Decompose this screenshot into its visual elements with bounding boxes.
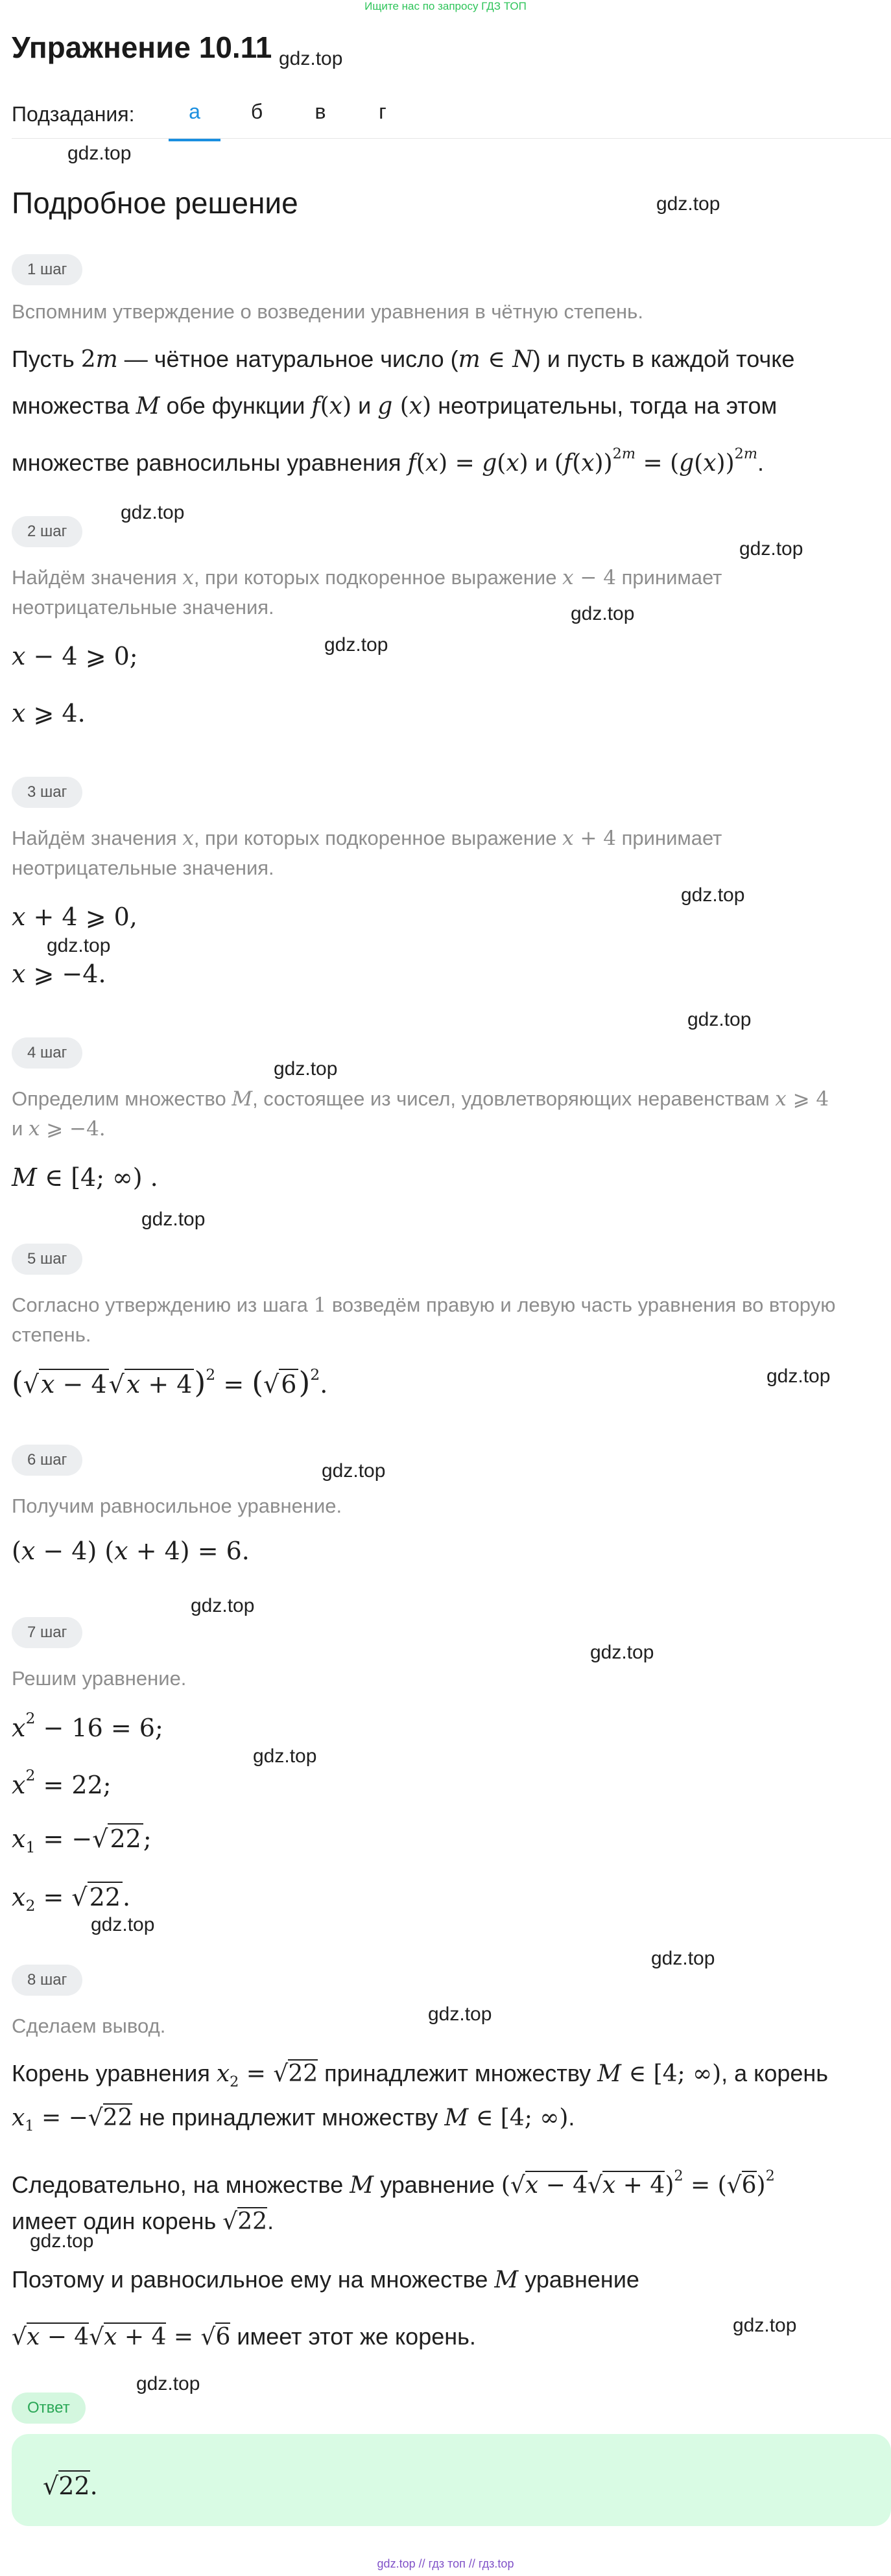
step-badge: 3 шаг: [12, 777, 82, 808]
step-badge: 1 шаг: [12, 254, 82, 285]
answer-value: √22.: [43, 2472, 98, 2500]
equation: $x_1 = -√22$;: [12, 1825, 152, 1857]
step-text: множестве равносильны уравнения f(x) = g(x) и $(f(x))^{2m} = (g(x))^{2m}$.: [12, 445, 765, 477]
tab-b[interactable]: б: [250, 100, 263, 123]
step-hint: неотрицательные значения.: [12, 596, 274, 619]
step-text: √x − 4√x + 4 = √6 имеет этот же корень.: [12, 2323, 476, 2350]
step-badge: 7 шаг: [12, 1617, 82, 1648]
step-hint: Согласно утверждению из шага 1 возведём правую и левую часть уравнения во вторую: [12, 1294, 836, 1317]
watermark: gdz.top: [47, 935, 111, 956]
step-hint: степень.: [12, 1323, 91, 1346]
equation: x ⩾ −4.: [12, 960, 106, 988]
step-badge: 4 шаг: [12, 1037, 82, 1069]
step-hint: неотрицательные значения.: [12, 857, 274, 879]
page-title: Упражнение 10.11: [12, 30, 272, 64]
tabs-divider: [12, 138, 891, 139]
watermark: gdz.top: [274, 1058, 338, 1080]
search-banner: Ищите нас по запросу ГДЗ ТОП: [364, 0, 527, 12]
watermark: gdz.top: [651, 1948, 715, 1969]
watermark: gdz.top: [733, 2315, 797, 2336]
equation: x + 4 ⩾ 0,: [12, 903, 137, 931]
equation: $(√x - 4√x + 4)^2 = (√6)^2$.: [12, 1365, 328, 1400]
step-text: Пусть 2m — чётное натуральное число (m ∈ N) и пусть в каждой точке: [12, 346, 795, 373]
watermark: gdz.top: [739, 538, 803, 560]
equation: $x_2 = √22$.: [12, 1883, 131, 1915]
watermark: gdz.top: [428, 2003, 492, 2025]
watermark: gdz.top: [324, 634, 388, 656]
step-text: $x_1 = -√22$ не принадлежит множеству M ∈ [4; ∞).: [12, 2104, 575, 2134]
step-badge: 8 шаг: [12, 1965, 82, 1996]
watermark: gdz.top: [253, 1745, 317, 1767]
step-badge: 5 шаг: [12, 1244, 82, 1275]
watermark: gdz.top: [571, 603, 635, 624]
watermark: gdz.top: [30, 2230, 94, 2252]
watermark: gdz.top: [191, 1595, 255, 1616]
watermark: gdz.top: [590, 1642, 654, 1663]
watermark: gdz.top: [322, 1460, 386, 1482]
step-text: имеет один корень √22.: [12, 2208, 274, 2235]
watermark: gdz.top: [766, 1365, 831, 1387]
step-hint: Получим равносильное уравнение.: [12, 1495, 342, 1517]
watermark: gdz.top: [136, 2373, 200, 2394]
step-text: Следовательно, на множестве M уравнение $(√x - 4√x + 4)^2 = (√6)^2$: [12, 2168, 775, 2199]
step-text: Корень уравнения $x_2 = √22$ принадлежит множеству M ∈ [4; ∞), а корень: [12, 2060, 829, 2090]
step-badge: 2 шаг: [12, 516, 82, 547]
watermark: gdz.top: [91, 1914, 155, 1935]
answer-badge: Ответ: [12, 2393, 86, 2424]
tab-g[interactable]: г: [379, 100, 386, 123]
step-text: Поэтому и равносильное ему на множестве M уравнение: [12, 2266, 639, 2293]
tab-a[interactable]: а: [169, 100, 220, 141]
subtasks-label: Подзадания:: [12, 102, 135, 126]
watermark: gdz.top: [141, 1209, 206, 1230]
step-hint: Определим множество M, состоящее из чисел, удовлетворяющих неравенствам x ⩾ 4: [12, 1087, 829, 1111]
watermark: gdz.top: [687, 1009, 752, 1030]
footer-links[interactable]: gdz.top // гдз топ // гдз.top: [377, 2557, 514, 2570]
watermark: gdz.top: [279, 48, 343, 69]
answer-box: [12, 2434, 891, 2526]
section-title: Подробное решение: [12, 186, 298, 220]
equation: $x^2 = 22$;: [12, 1766, 112, 1800]
step-hint: Найдём значения x, при которых подкоренное выражение x + 4 принимает: [12, 827, 722, 850]
equation: x − 4 ⩾ 0;: [12, 642, 138, 670]
step-hint: Решим уравнение.: [12, 1667, 187, 1690]
step-hint: Найдём значения x, при которых подкоренное выражение x − 4 принимает: [12, 566, 722, 589]
step-badge: 6 шаг: [12, 1445, 82, 1476]
equation: x ⩾ 4.: [12, 699, 86, 727]
watermark: gdz.top: [67, 143, 132, 164]
step-hint: и x ⩾ −4.: [12, 1117, 106, 1140]
watermark: gdz.top: [681, 884, 745, 906]
step-hint: Сделаем вывод.: [12, 2015, 166, 2037]
equation: $x^2 - 16 = 6$;: [12, 1709, 163, 1743]
step-text: множества M обе функции f(x) и g (x) неотрицательны, тогда на этом: [12, 392, 778, 419]
watermark: gdz.top: [121, 502, 185, 523]
tab-v[interactable]: в: [315, 100, 326, 123]
equation: M ∈ [4; ∞) .: [12, 1163, 158, 1192]
watermark: gdz.top: [656, 193, 720, 215]
equation: (x − 4) (x + 4) = 6.: [12, 1537, 250, 1565]
step-hint: Вспомним утверждение о возведении уравнения в чётную степень.: [12, 300, 643, 323]
